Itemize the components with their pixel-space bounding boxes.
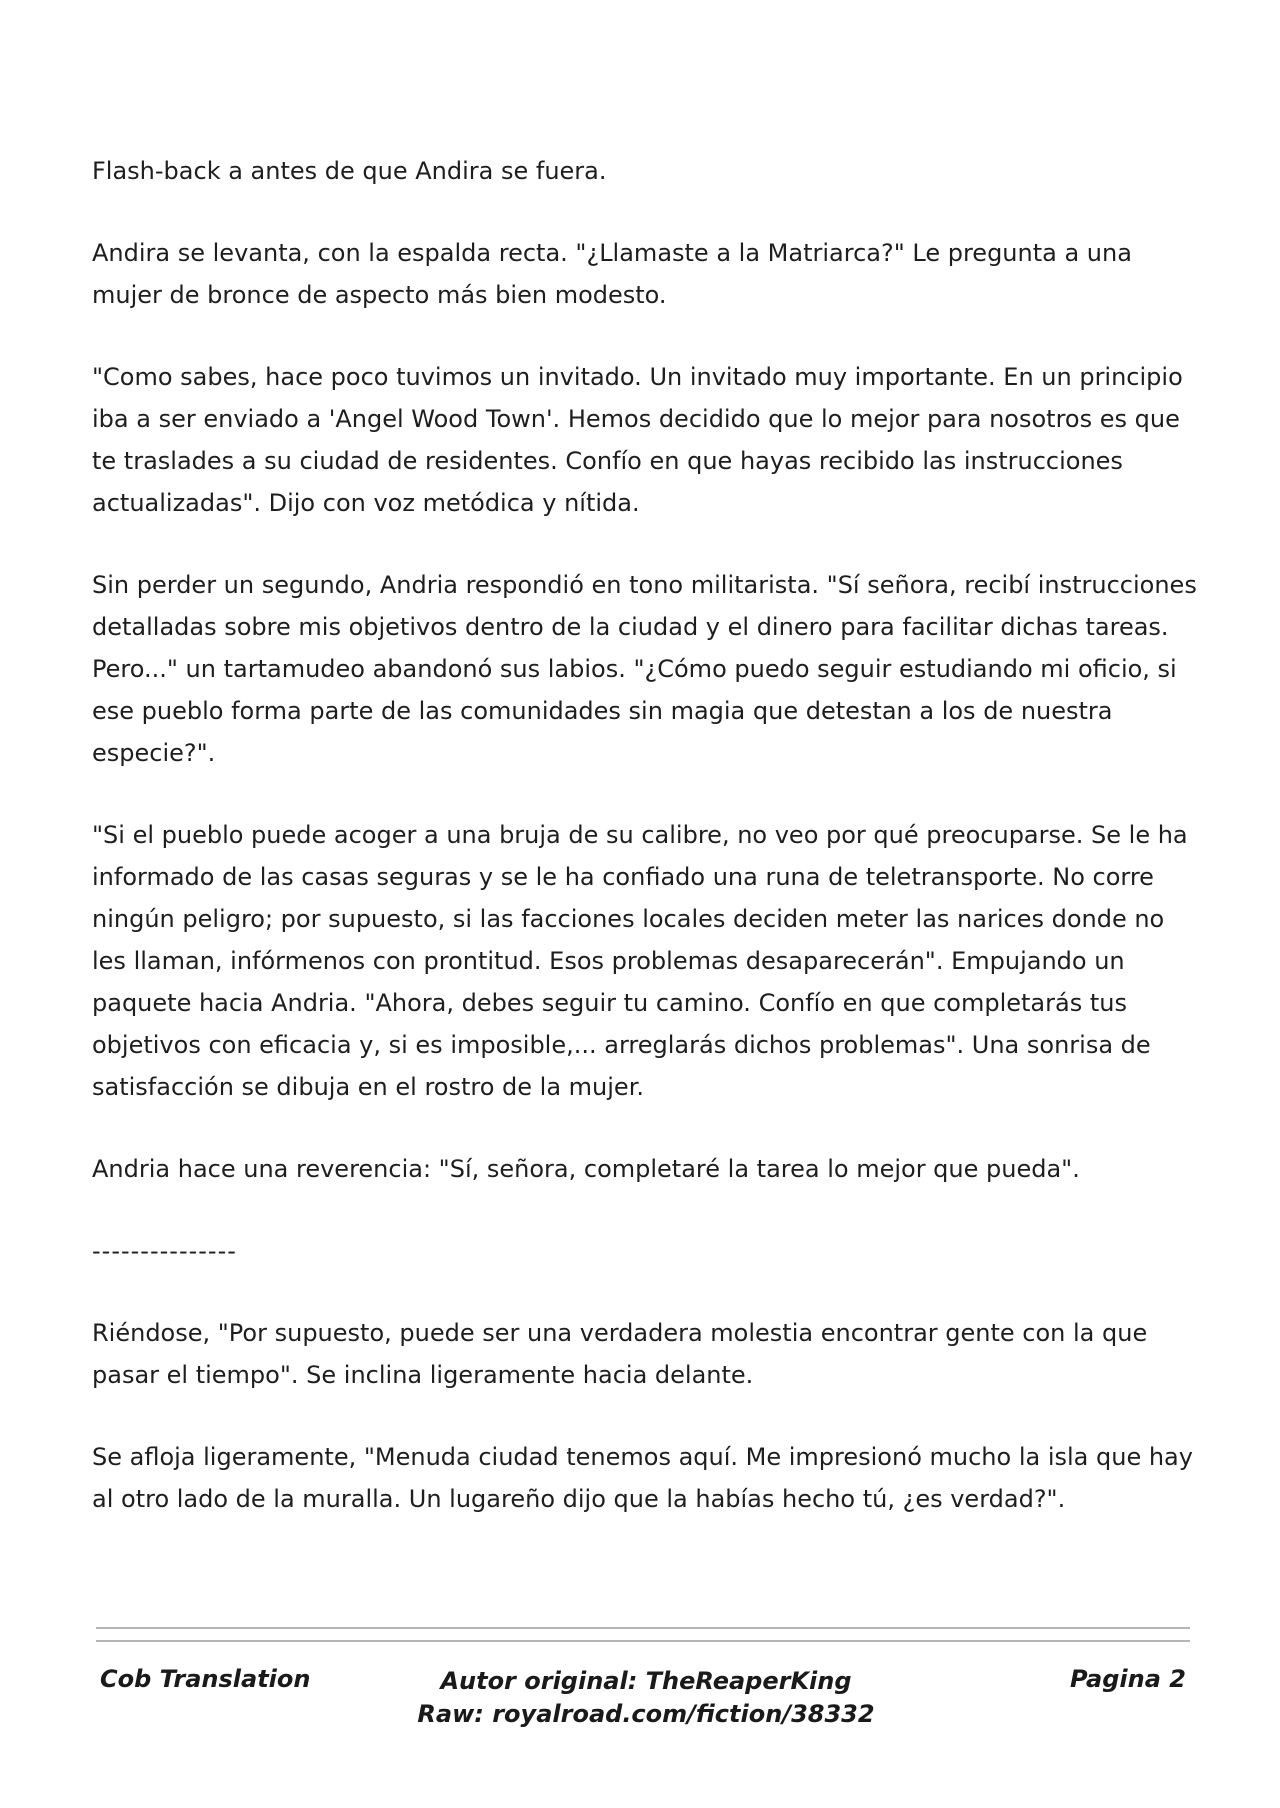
- footer-divider-top: [96, 1627, 1190, 1629]
- paragraph-1: Flash-back a antes de que Andira se fuera.: [92, 157, 607, 185]
- paragraph-4: Sin perder un segundo, Andria respondió en tono militarista. "Sí señora, recibí instrucciones detalladas sobre mis objetivos dentro de la ciudad y el dinero para facilitar dichas tareas. Pero..." un tartamudeo abandonó sus labios. "¿Cómo puedo seguir estudiando mi oficio, si ese pueblo forma parte de las comunidades sin magia que detestan a los de nuestra especie?".: [92, 571, 1197, 767]
- paragraph-6: Andria hace una reverencia: "Sí, señora, completaré la tarea lo mejor que pueda".: [92, 1155, 1080, 1183]
- footer-divider-bottom: [96, 1640, 1190, 1642]
- raw-source: Raw: royalroad.com/fiction/38332: [417, 1700, 875, 1728]
- paragraph-8: Se afloja ligeramente, "Menuda ciudad tenemos aquí. Me impresionó mucho la isla que hay al otro lado de la muralla. Un lugareño dijo que la habías hecho tú, ¿es verdad?".: [92, 1443, 1193, 1513]
- author-credit: [96, 1665, 1190, 1731]
- paragraph-2: Andira se levanta, con la espalda recta. "¿Llamaste a la Matriarca?" Le pregunta a una mujer de bronce de aspecto más bien modesto.: [92, 239, 1132, 309]
- translator-credit: Cob Translation: [100, 1665, 311, 1693]
- original-author: Autor original: TheReaperKing: [440, 1667, 852, 1695]
- paragraph-3: "Como sabes, hace poco tuvimos un invitado. Un invitado muy importante. En un principio iba a ser enviado a 'Angel Wood Town'. Hemos decidido que lo mejor para nosotros es que te traslades a su ciudad de residentes. Confío en que hayas recibido las instrucciones actualizadas". Dijo con voz metódica y nítida.: [92, 363, 1183, 517]
- scene-separator: ---------------: [92, 1237, 237, 1265]
- paragraph-5: "Si el pueblo puede acoger a una bruja de su calibre, no veo por qué preocuparse. Se le ha informado de las casas seguras y se le ha confiado una runa de teletransporte. No corre ningún peligro; por supuesto, si las facciones locales deciden meter las narices donde no les llaman, infórmenos con prontitud. Esos problemas desaparecerán". Empujando un paquete hacia Andria. "Ahora, debes seguir tu camino. Confío en que completarás tus objetivos con eficacia y, si es imposible,... arreglarás dichos problemas". Una sonrisa de satisfacción se dibuja en el rostro de la mujer.: [92, 821, 1188, 1101]
- body-text: [92, 150, 1202, 1560]
- page-footer: [96, 1665, 1190, 1745]
- paragraph-7: Riéndose, "Por supuesto, puede ser una verdadera molestia encontrar gente con la que pasar el tiempo". Se inclina ligeramente hacia delante.: [92, 1319, 1148, 1389]
- page-number: Pagina 2: [1070, 1665, 1186, 1693]
